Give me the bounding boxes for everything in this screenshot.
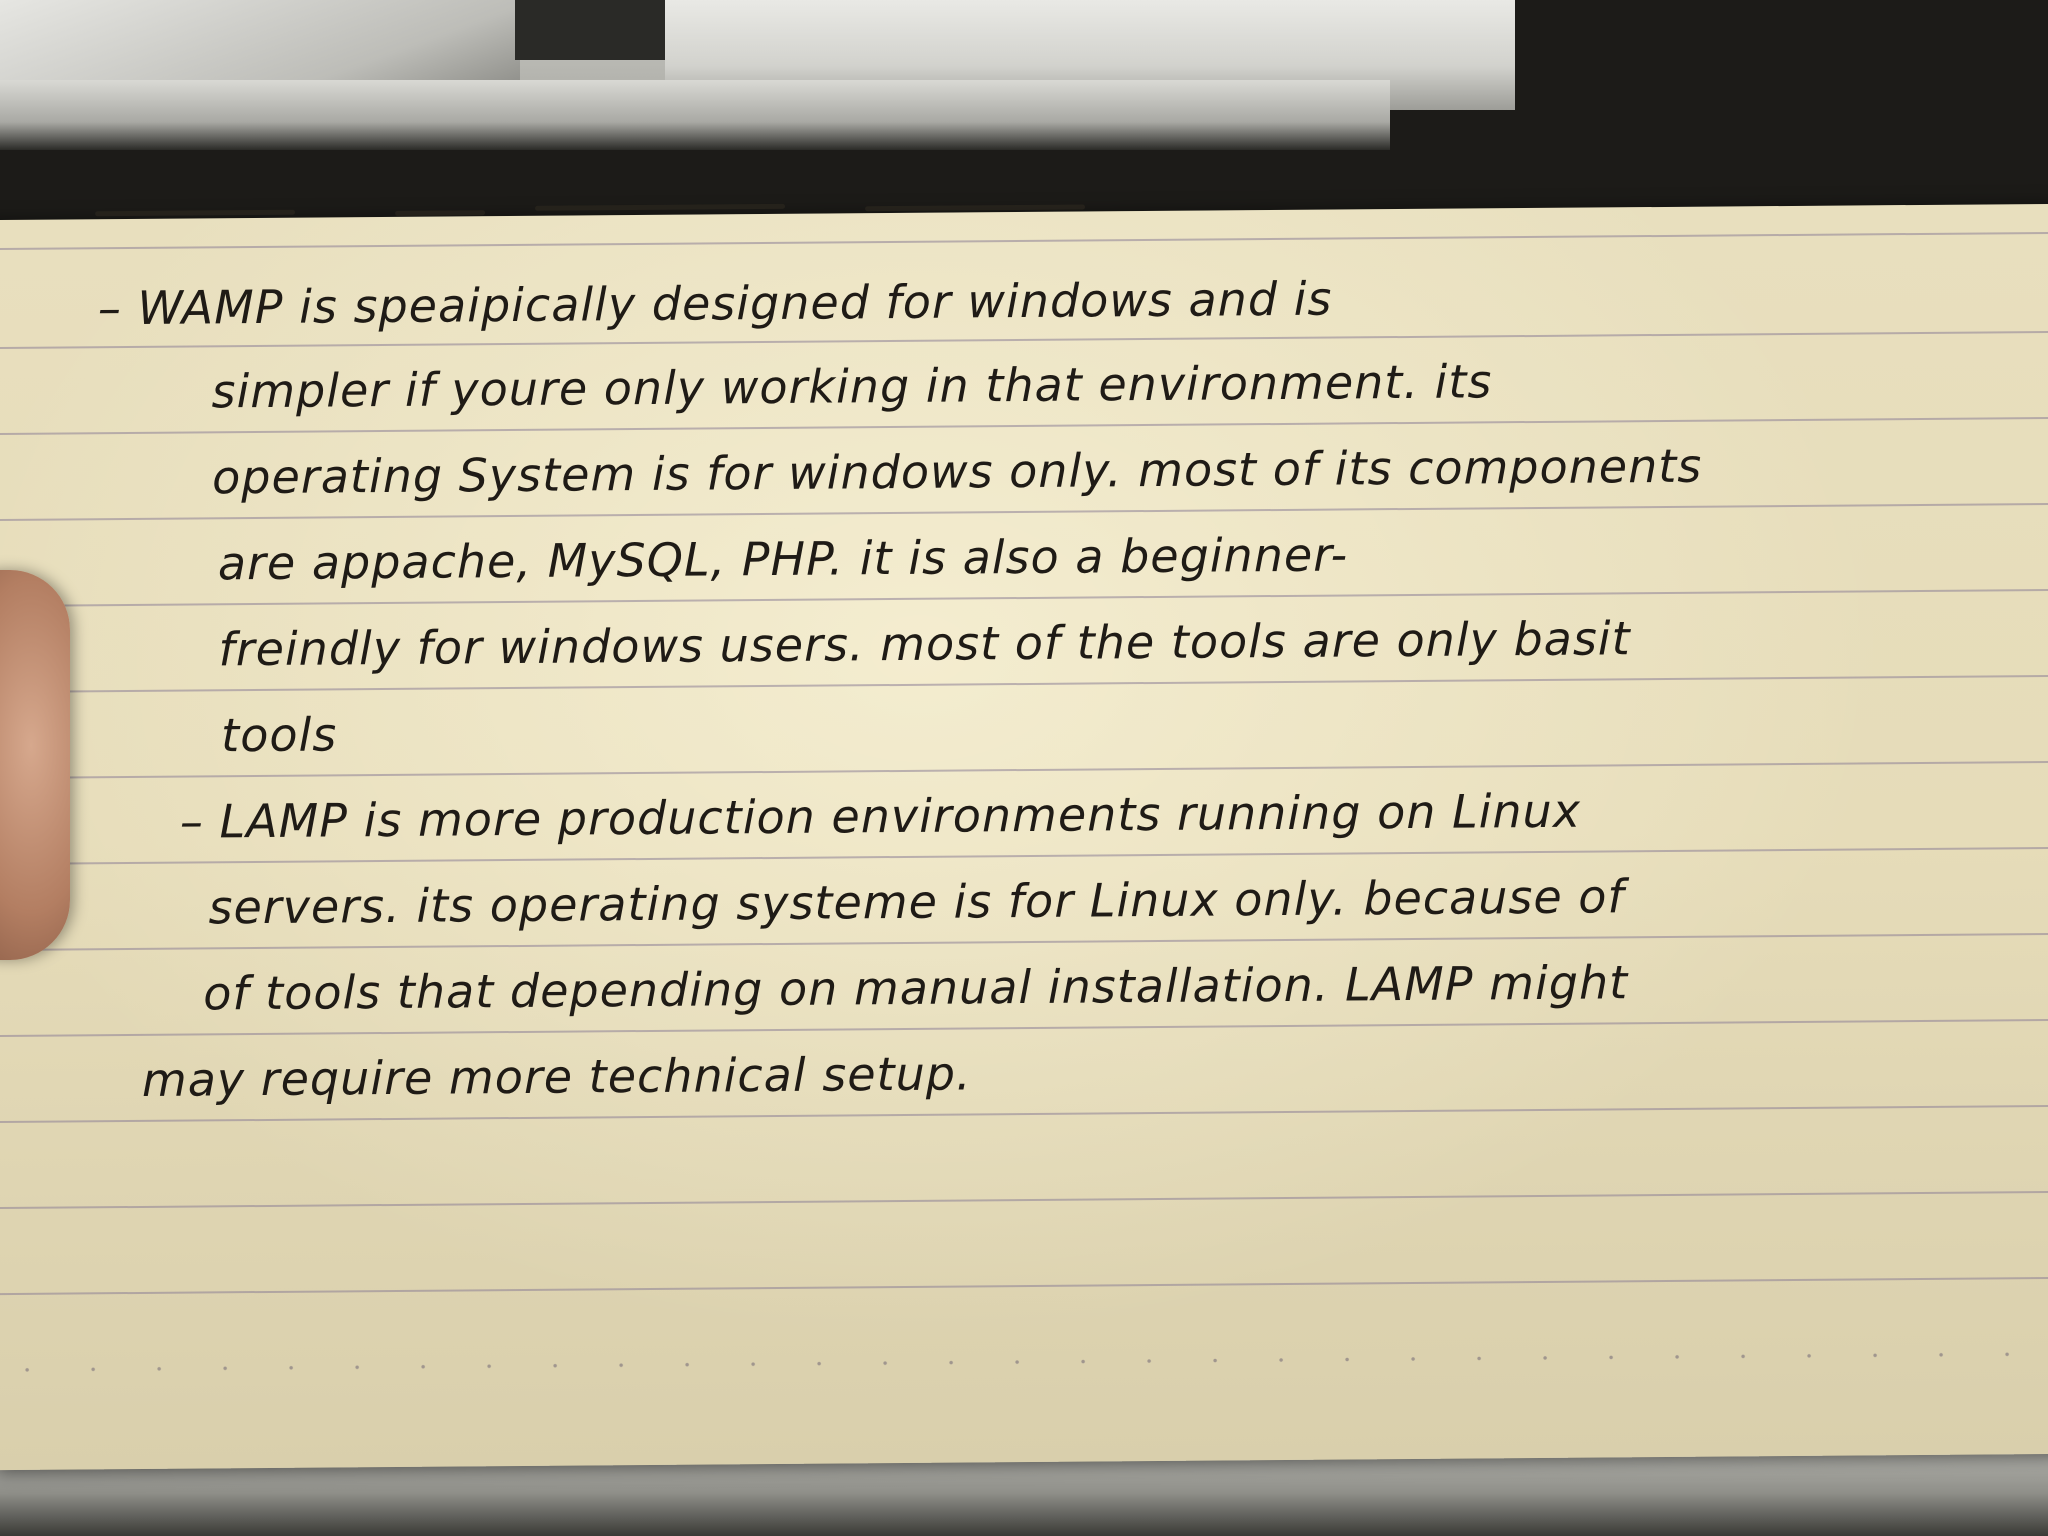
- note-line: tools: [220, 707, 338, 763]
- note-line: – LAMP is more production environments running on Linux: [179, 783, 1582, 849]
- ruled-line: [0, 1191, 2048, 1209]
- ruled-line: [0, 1019, 2048, 1037]
- ruled-line: [0, 589, 2048, 607]
- ruled-line: [0, 675, 2048, 693]
- ruled-line: [0, 1277, 2048, 1295]
- ruled-line: [0, 761, 2048, 779]
- ruled-line: [0, 933, 2048, 951]
- note-line: servers. its operating systeme is for Linux only. because of: [208, 869, 1625, 935]
- ruled-line: [0, 847, 2048, 865]
- note-line: – WAMP is speaipically designed for windows and is: [97, 271, 1333, 336]
- thumb: [0, 570, 70, 960]
- note-line: of tools that depending on manual installation. LAMP might: [202, 955, 1629, 1021]
- handwritten-note-card: [0, 204, 2048, 1470]
- note-line: operating System is for windows only. most of its components: [211, 438, 1703, 505]
- ruled-line: [0, 331, 2048, 349]
- cut-off-handwriting: [95, 185, 1095, 223]
- ruled-line: [0, 232, 2048, 250]
- note-line: may require more technical setup.: [141, 1046, 972, 1107]
- background-edge: [0, 80, 1390, 150]
- ruled-line: [0, 417, 2048, 435]
- note-line: are appache, MySQL, PHP. it is also a beginner-: [217, 527, 1349, 591]
- background-gap: [515, 0, 665, 60]
- dotted-line: [0, 1352, 2048, 1372]
- note-line: freindly for windows users. most of the tools are only basit: [218, 611, 1631, 677]
- ruled-line: [0, 1105, 2048, 1123]
- background-surface-left: [0, 0, 520, 90]
- ruled-line: [0, 503, 2048, 521]
- note-line: simpler if youre only working in that environment. its: [211, 354, 1493, 419]
